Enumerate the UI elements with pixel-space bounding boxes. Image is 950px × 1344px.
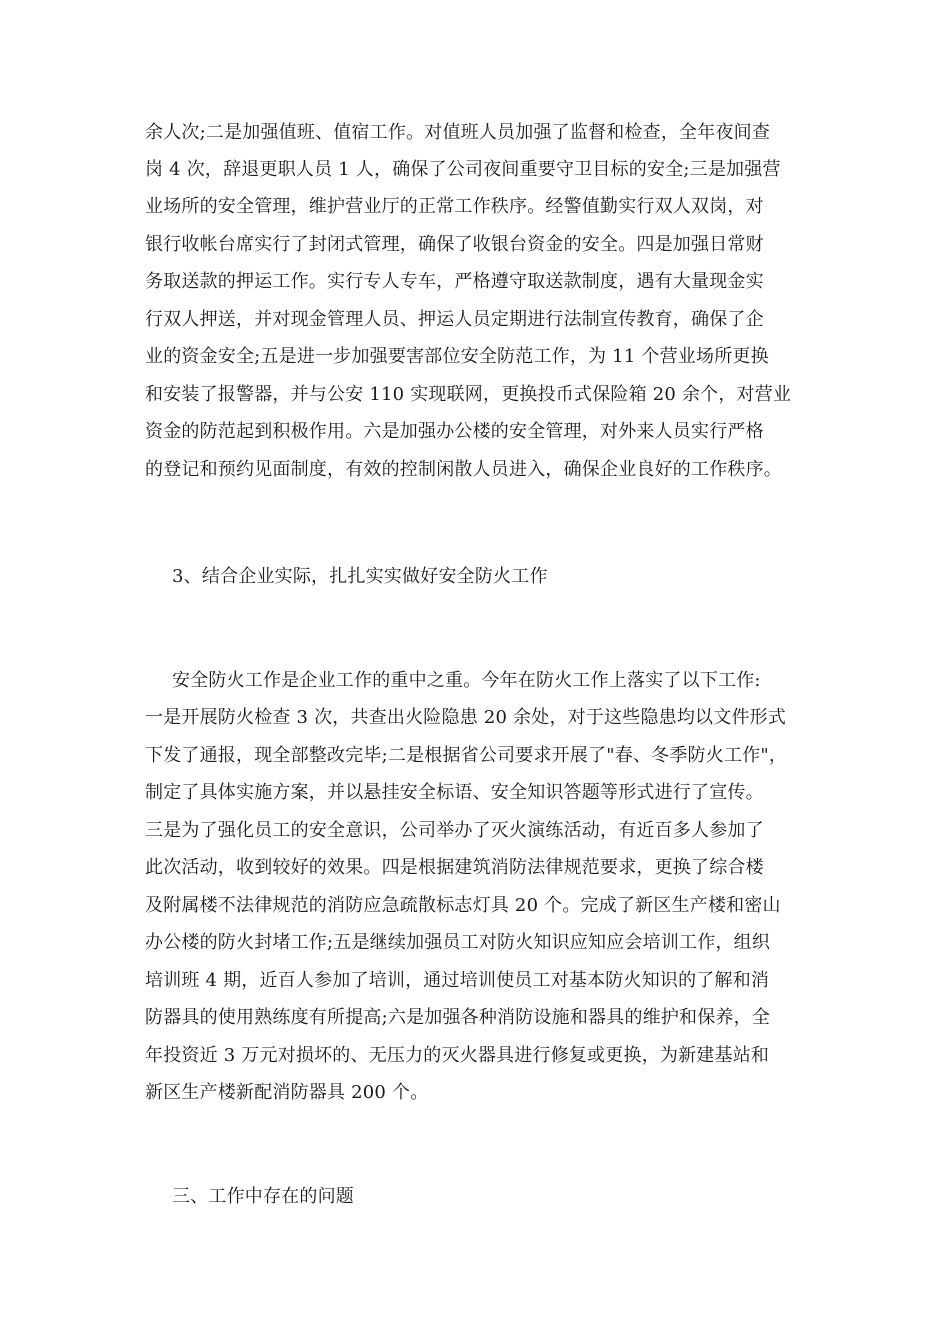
text-line: 业场所的安全管理，维护营业厅的正常工作秩序。经警值勤实行双人双岗，对 xyxy=(145,196,764,217)
text-line: 制定了具体实施方案，并以悬挂安全标语、安全知识答题等形式进行了宣传。 xyxy=(145,782,764,803)
text-line: 和安装了报警器，并与公安 110 实现联网，更换投币式保险箱 20 余个，对营业 xyxy=(145,384,792,405)
text-line: 安全防火工作是企业工作的重中之重。今年在防火工作上落实了以下工作: xyxy=(172,670,761,691)
section-heading: 三、工作中存在的问题 xyxy=(172,1186,354,1207)
text-line: 培训班 4 期，近百人参加了培训，通过培训使员工对基本防火知识的了解和消 xyxy=(145,970,770,991)
text-line: 业的资金安全;五是进一步加强要害部位安全防范工作，为 11 个营业场所更换 xyxy=(145,346,769,367)
text-line: 办公楼的防火封堵工作;五是继续加强员工对防火知识应知应会培训工作，组织 xyxy=(145,932,771,953)
text-line: 的登记和预约见面制度，有效的控制闲散人员进入，确保企业良好的工作秩序。 xyxy=(145,459,782,480)
text-line: 岗 4 次，辞退更职人员 1 人，确保了公司夜间重要守卫目标的安全;三是加强营 xyxy=(145,159,781,180)
text-line: 一是开展防火检查 3 次，共查出火险隐患 20 余处，对于这些隐患均以文件形式 xyxy=(145,707,787,728)
text-line: 防器具的使用熟练度有所提高;六是加强各种消防设施和器具的维护和保养，全 xyxy=(145,1007,771,1028)
text-line: 银行收帐台席实行了封闭式管理，确保了收银台资金的安全。四是加强日常财 xyxy=(145,234,764,255)
text-line: 余人次;二是加强值班、值宿工作。对值班人员加强了监督和检查，全年夜间查 xyxy=(145,122,771,143)
text-line: 及附属楼不法律规范的消防应急疏散标志灯具 20 个。完成了新区生产楼和密山 xyxy=(145,895,781,916)
text-line: 行双人押送，并对现金管理人员、押运人员定期进行法制宣传教育，确保了企 xyxy=(145,309,764,330)
text-line: 三是为了强化员工的安全意识，公司举办了灭火演练活动，有近百多人参加了 xyxy=(145,820,764,841)
text-line: 此次活动，收到较好的效果。四是根据建筑消防法律规范要求，更换了综合楼 xyxy=(145,857,764,878)
text-line: 新区生产楼新配消防器具 200 个。 xyxy=(145,1082,429,1103)
text-line: 务取送款的押运工作。实行专人专车，严格遵守取送款制度，遇有大量现金实 xyxy=(145,271,764,292)
text-line: 年投资近 3 万元对损坏的、无压力的灭火器具进行修复或更换，为新建基站和 xyxy=(145,1045,770,1066)
section-heading: 3、结合企业实际，扎扎实实做好安全防火工作 xyxy=(172,566,548,587)
text-line: 资金的防范起到积极作用。六是加强办公楼的安全管理，对外来人员实行严格 xyxy=(145,421,764,442)
text-line: 下发了通报，现全部整改完毕;二是根据省公司要求开展了"春、冬季防火工作"， xyxy=(145,745,788,766)
